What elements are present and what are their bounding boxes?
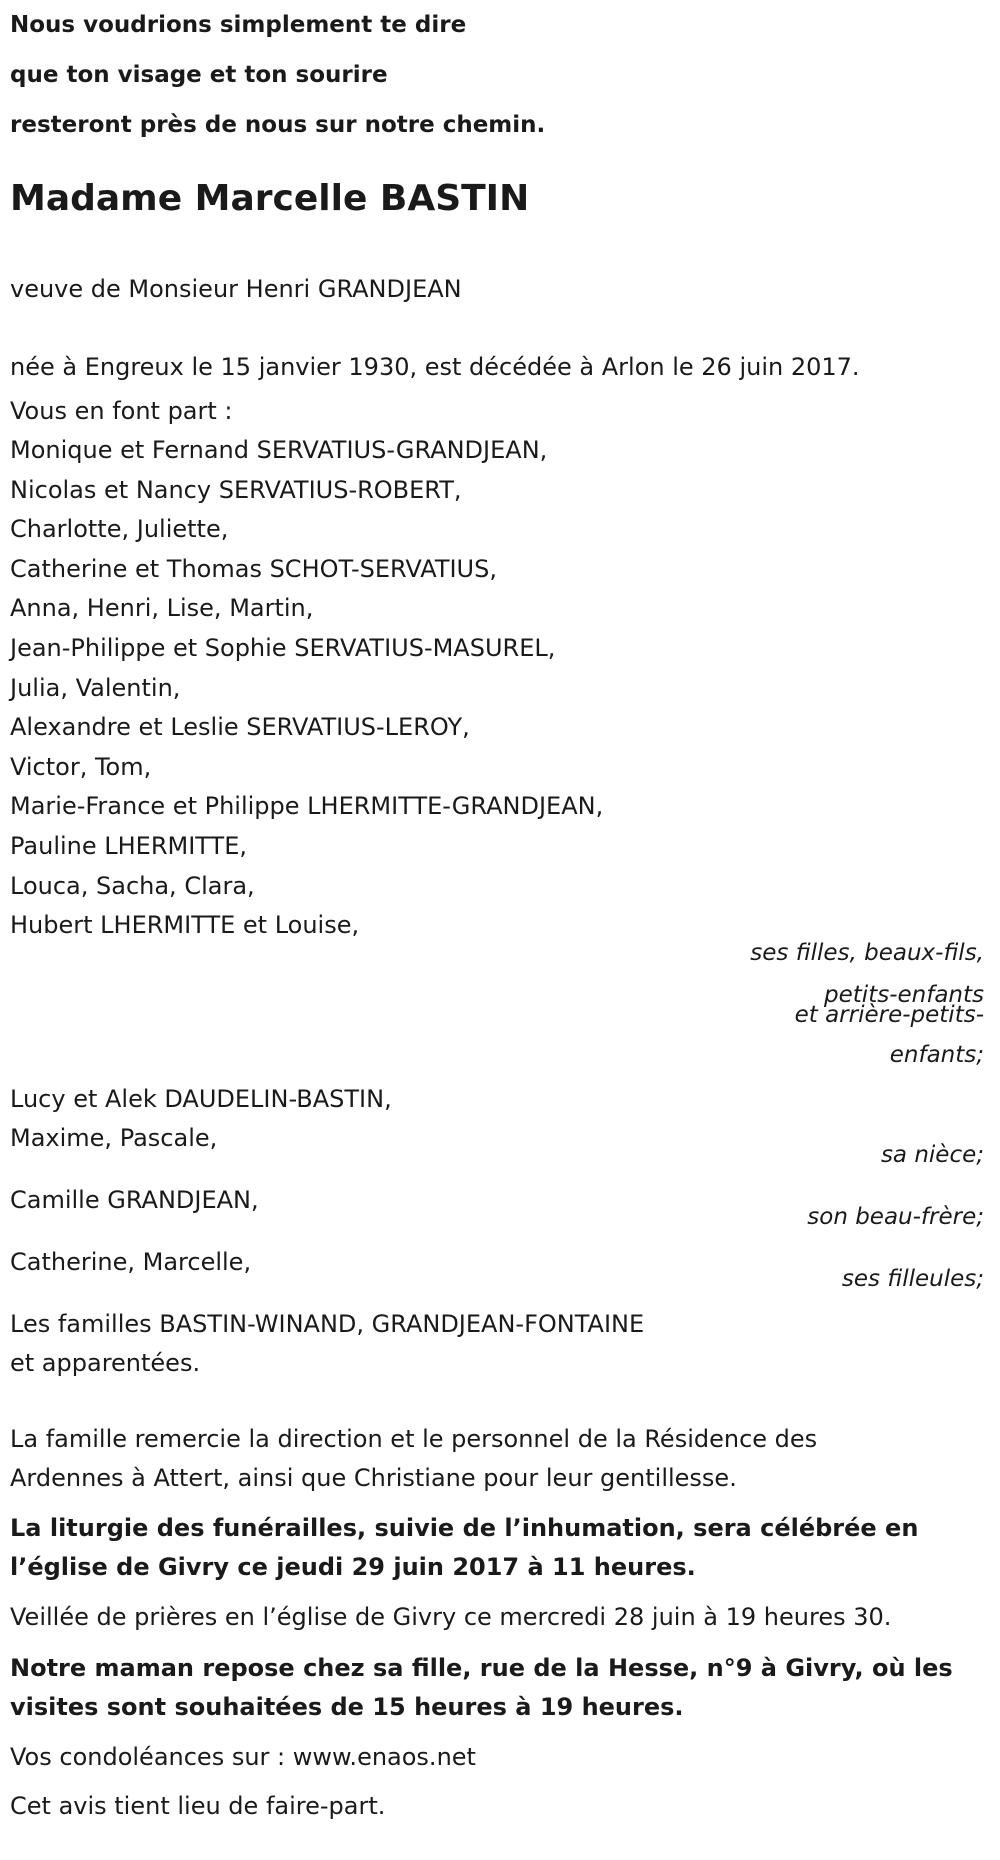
list-item: Charlotte, Juliette, [10, 515, 229, 544]
list-item: Hubert LHERMITTE et Louise, [10, 911, 360, 940]
widow-of: veuve de Monsieur Henri GRANDJEAN [10, 275, 462, 303]
liturgy-line-1: La liturgie des funérailles, suivie de l’inhumation, sera célébrée en [10, 1514, 919, 1542]
list-item: Pauline LHERMITTE, [10, 831, 247, 860]
liturgy-line-2: l’église de Givry ce jeudi 29 juin 2017 à 11 heures. [10, 1553, 696, 1581]
list-item: Nicolas et Nancy SERVATIUS-ROBERT, [10, 475, 462, 504]
condolences: Vos condoléances sur : www.enaos.net [10, 1743, 476, 1771]
relation-children-3: et arrière-petits- [794, 1002, 984, 1028]
poem-line: Nous voudrions simplement te dire [10, 12, 467, 38]
list-item: Julia, Valentin, [10, 673, 181, 702]
brother-in-law-name: Camille GRANDJEAN, [10, 1186, 259, 1214]
thanks-line-2: Ardennes à Attert, ainsi que Christiane pour leur gentillesse. [10, 1464, 737, 1492]
relation-brother-in-law: son beau-frère; [807, 1204, 984, 1230]
rest-line-2: visites sont souhaitées de 15 heures à 19 heures. [10, 1693, 684, 1721]
niece-line-2: Maxime, Pascale, [10, 1124, 218, 1152]
notice: Cet avis tient lieu de faire-part. [10, 1792, 386, 1820]
announce-intro: Vous en font part : [10, 397, 233, 425]
goddaughters-name: Catherine, Marcelle, [10, 1248, 252, 1276]
relation-children-4: enfants; [889, 1042, 984, 1068]
list-item: Alexandre et Leslie SERVATIUS-LEROY, [10, 713, 470, 742]
list-item: Monique et Fernand SERVATIUS-GRANDJEAN, [10, 436, 548, 464]
rest-line-1: Notre maman repose chez sa fille, rue de la Hesse, n°9 à Givry, où les [10, 1654, 953, 1682]
thanks-line-1: La famille remercie la direction et le personnel de la Résidence des [10, 1425, 818, 1453]
vigil: Veillée de prières en l’église de Givry ce mercredi 28 juin à 19 heures 30. [10, 1603, 892, 1631]
list-item: Jean-Philippe et Sophie SERVATIUS-MASUREL, [10, 633, 556, 662]
families-line-1: Les familles BASTIN-WINAND, GRANDJEAN-FONTAINE [10, 1310, 645, 1338]
list-item: Marie-France et Philippe LHERMITTE-GRANDJEAN, [10, 792, 604, 821]
list-item: Victor, Tom, [10, 752, 152, 781]
families-line-2: et apparentées. [10, 1349, 201, 1377]
deceased-name: Madame Marcelle BASTIN [10, 178, 530, 219]
poem-line: que ton visage et ton sourire [10, 62, 388, 88]
list-item: Louca, Sacha, Clara, [10, 871, 255, 900]
niece-line-1: Lucy et Alek DAUDELIN-BASTIN, [10, 1085, 392, 1113]
relation-niece: sa nièce; [880, 1142, 984, 1168]
poem-line: resteront près de nous sur notre chemin. [10, 112, 546, 138]
family-list [10, 431, 603, 946]
birth-death: née à Engreux le 15 janvier 1930, est décédée à Arlon le 26 juin 2017. [10, 353, 860, 381]
list-item: Anna, Henri, Lise, Martin, [10, 594, 314, 623]
relation-children-1: ses filles, beaux-fils, [750, 940, 984, 966]
relation-goddaughters: ses filleules; [841, 1266, 984, 1292]
list-item: Catherine et Thomas SCHOT-SERVATIUS, [10, 554, 497, 583]
relation-children-2: petits-enfants [824, 982, 984, 1008]
epitaph-poem [10, 0, 545, 150]
